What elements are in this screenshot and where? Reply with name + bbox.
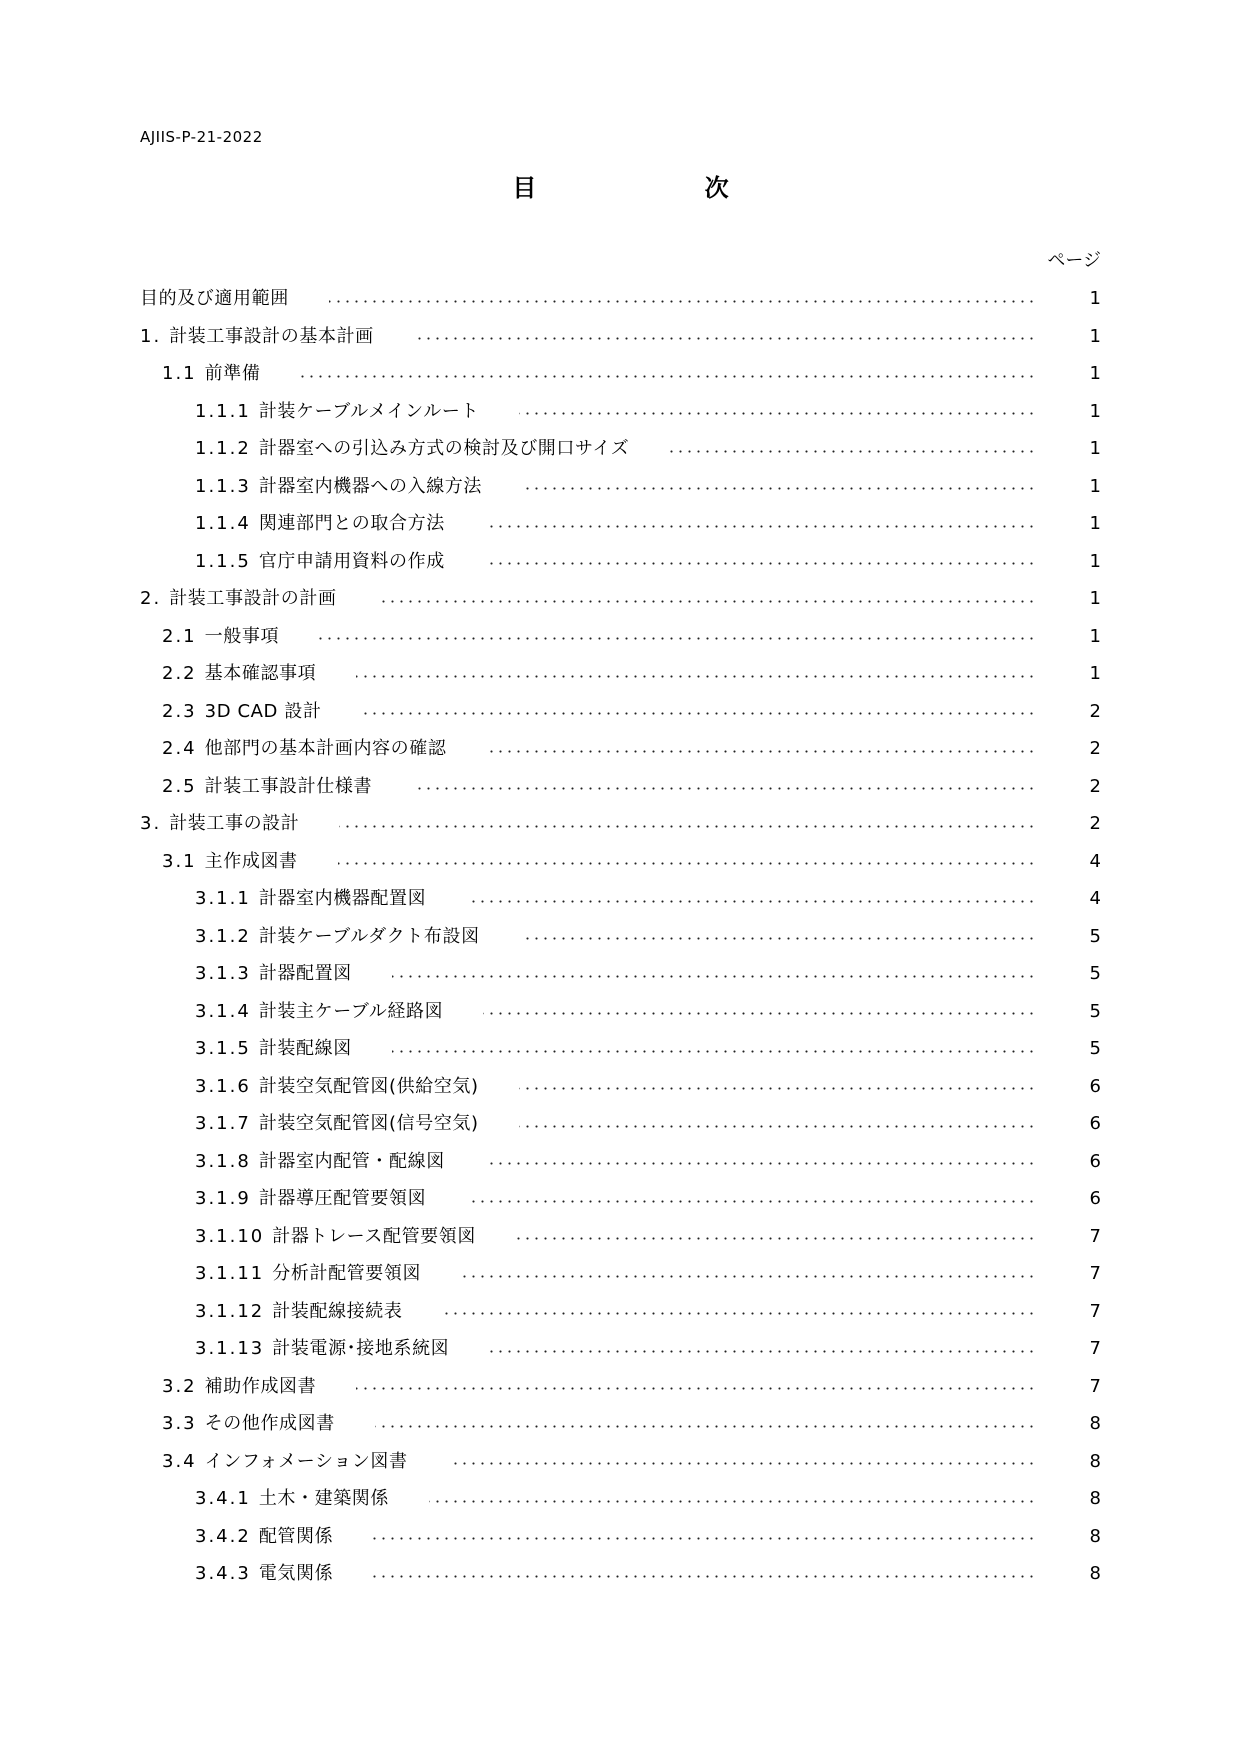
toc-entry-page: 6: [1089, 1113, 1101, 1134]
toc-entry[interactable]: [0, 655, 1241, 693]
toc-entry[interactable]: [0, 880, 1241, 918]
toc-entry-text: 計装工事設計仕様書: [204, 775, 373, 797]
toc-entry-number: 1.1.1: [195, 400, 251, 422]
toc-entry-label: [195, 468, 482, 506]
toc-leader-dots: [669, 450, 1036, 453]
toc-entry-label: [162, 1443, 408, 1481]
toc-entry-label: [195, 1255, 421, 1293]
toc-leader-dots: [412, 787, 1036, 790]
toc-entry-number: 2.4: [162, 738, 197, 759]
toc-entry-number: 3.1.10: [195, 1225, 265, 1247]
toc-entry-label: [195, 955, 352, 993]
toc-entry-page: 1: [1089, 325, 1101, 347]
toc-leader-dots: [519, 1125, 1036, 1128]
toc-entry[interactable]: [0, 618, 1241, 656]
toc-entry-text: 目的及び適用範囲: [140, 288, 289, 309]
toc-entry[interactable]: [0, 955, 1241, 993]
toc-leader-dots: [373, 1537, 1036, 1540]
toc-entry-number: 3.1.13: [195, 1338, 265, 1359]
toc-entry-page: 2: [1089, 813, 1101, 834]
toc-entry-page: 7: [1089, 1225, 1101, 1247]
toc-entry-label: [195, 918, 480, 956]
toc-leader-dots: [485, 525, 1036, 528]
toc-entry-number: 1.1.3: [195, 475, 251, 497]
page-title: 目 次: [512, 174, 809, 202]
toc-entry-number: 3.1.1: [195, 888, 251, 909]
toc-entry-number: 2.1: [162, 625, 197, 647]
toc-entry-label: [162, 843, 298, 881]
toc-leader-dots: [442, 1312, 1036, 1315]
toc-entry[interactable]: [0, 430, 1241, 468]
toc-entry-number: 2.3: [162, 700, 197, 722]
toc-entry-number: 3.2: [162, 1375, 197, 1397]
toc-entry-text: インフォメーション図書: [204, 1450, 408, 1472]
toc-entry-page: 1: [1089, 400, 1101, 422]
toc-entry-page: 8: [1089, 1563, 1101, 1584]
toc-entry-label: [195, 393, 479, 431]
toc-entry[interactable]: [0, 505, 1241, 543]
toc-leader-dots: [392, 1050, 1036, 1053]
toc-entry-text: 計器室内機器配置図: [258, 888, 427, 909]
toc-leader-dots: [448, 1462, 1036, 1465]
toc-entry-text: 3D CAD 設計: [204, 700, 322, 722]
toc-entry-page: 1: [1089, 588, 1101, 609]
toc-entry[interactable]: [0, 393, 1241, 431]
toc-entry[interactable]: [0, 580, 1241, 618]
toc-entry-label: [195, 1480, 389, 1518]
toc-leader-dots: [461, 1275, 1036, 1278]
toc-leader-dots: [414, 337, 1036, 340]
toc-entry-label: [195, 1030, 352, 1068]
toc-entry-page: 6: [1089, 1188, 1101, 1209]
toc-entry[interactable]: [0, 280, 1241, 318]
toc-leader-dots: [362, 712, 1036, 715]
toc-entry-number: 3.1.8: [195, 1150, 251, 1172]
toc-entry-number: 3.1.12: [195, 1300, 265, 1322]
toc-entry-label: [195, 505, 445, 543]
toc-entry-label: [162, 1405, 335, 1443]
toc-entry-text: 分析計配管要領図: [272, 1263, 422, 1284]
toc-entry-number: 3.4.2: [195, 1525, 251, 1547]
toc-entry-label: [162, 730, 446, 768]
toc-entry-text: 計装工事の設計: [169, 813, 300, 834]
toc-entry[interactable]: [0, 693, 1241, 731]
toc-entry-page: 4: [1089, 850, 1101, 872]
toc-entry[interactable]: [0, 730, 1241, 768]
toc-leader-dots: [338, 862, 1036, 865]
toc-entry-page: 4: [1089, 888, 1101, 909]
toc-entry[interactable]: [0, 1293, 1241, 1331]
toc-entry-page: 5: [1089, 1000, 1101, 1022]
toc-leader-dots: [516, 1237, 1036, 1240]
toc-entry-text: 官庁申請用資料の作成: [258, 550, 445, 572]
toc-entry-page: 5: [1089, 925, 1101, 947]
toc-entry-number: 3.1.3: [195, 963, 251, 984]
toc-entry[interactable]: [0, 918, 1241, 956]
toc-entry-label: [195, 1068, 479, 1106]
toc-leader-dots: [485, 1162, 1036, 1165]
toc-entry-text: 補助作成図書: [204, 1375, 317, 1397]
toc-entry-label: [195, 993, 443, 1031]
toc-entry-number: 3.4: [162, 1450, 197, 1472]
toc-entry-number: 1.1.2: [195, 438, 251, 459]
toc-entry-text: 計器配置図: [258, 963, 352, 984]
toc-entry[interactable]: [0, 1368, 1241, 1406]
toc-entry-text: 計装ケーブルメインルート: [258, 400, 480, 422]
toc-entry-text: 土木・建築関係: [258, 1488, 390, 1509]
toc-entry[interactable]: [0, 1255, 1241, 1293]
toc-leader-dots: [520, 937, 1036, 940]
toc-entry-label: [195, 1330, 449, 1368]
toc-entry[interactable]: [0, 1555, 1241, 1593]
toc-leader-dots: [519, 412, 1036, 415]
toc-entry[interactable]: [0, 805, 1241, 843]
toc-entry-page: 7: [1089, 1300, 1101, 1322]
toc-leader-dots: [375, 1425, 1036, 1428]
toc-entry-text: 計装主ケーブル経路図: [258, 1000, 444, 1022]
toc-entry-number: 3.1.4: [195, 1000, 251, 1022]
toc-entry-label: [162, 618, 279, 656]
toc-leader-dots: [466, 1200, 1036, 1203]
toc-entry-number: 2.5: [162, 775, 197, 797]
toc-leader-dots: [466, 900, 1036, 903]
toc-entry[interactable]: [0, 543, 1241, 581]
toc-leader-dots: [519, 1087, 1036, 1090]
toc-entry-text: 基本確認事項: [204, 663, 317, 684]
page-column-header: ページ: [1047, 250, 1101, 271]
toc-entry-label: [195, 1180, 426, 1218]
toc-entry[interactable]: [0, 1405, 1241, 1443]
toc-entry-label: [162, 355, 260, 393]
toc-entry[interactable]: [0, 843, 1241, 881]
toc-entry-page: 2: [1089, 738, 1101, 759]
toc-leader-dots: [392, 975, 1036, 978]
toc-entry-text: 主作成図書: [204, 850, 298, 872]
toc-entry-label: [140, 318, 374, 356]
toc-entry-text: 計装空気配管図(供給空気): [258, 1075, 479, 1097]
toc-entry[interactable]: [0, 1068, 1241, 1106]
toc-leader-dots: [429, 1500, 1036, 1503]
toc-entry-page: 1: [1089, 475, 1101, 497]
toc-entry-label: [195, 1518, 333, 1556]
toc-entry-label: [140, 280, 289, 318]
toc-entry-number: 3.1.9: [195, 1188, 251, 1209]
toc-entry-label: [195, 1293, 402, 1331]
toc-entry[interactable]: [0, 1480, 1241, 1518]
toc-entry-label: [162, 693, 322, 731]
toc-entry[interactable]: [0, 1105, 1241, 1143]
toc-leader-dots: [356, 1387, 1036, 1390]
toc-entry-page: 8: [1089, 1413, 1101, 1434]
toc-entry-page: 7: [1089, 1263, 1101, 1284]
toc-leader-dots: [377, 600, 1036, 603]
toc-entry-page: 2: [1089, 775, 1101, 797]
toc-entry[interactable]: [0, 355, 1241, 393]
toc-entry-text: その他作成図書: [204, 1413, 335, 1434]
toc-entry-number: 3.1.11: [195, 1263, 265, 1284]
document-code: AJIIS-P-21-2022: [140, 128, 263, 146]
toc-entry-text: 関連部門との取合方法: [258, 513, 445, 534]
toc-entry-text: 計装空気配管図(信号空気): [258, 1113, 479, 1134]
toc-entry-page: 8: [1089, 1488, 1101, 1509]
toc-entry-text: 計器室内機器への入線方法: [258, 475, 483, 497]
toc-entry-text: 計器室内配管・配線図: [258, 1150, 445, 1172]
toc-entry-label: [140, 580, 337, 618]
toc-entry-number: 3.3: [162, 1413, 197, 1434]
toc-entry-number: 2.: [140, 588, 162, 609]
toc-entry[interactable]: [0, 1443, 1241, 1481]
toc-entry-number: 2.2: [162, 663, 197, 684]
toc-leader-dots: [522, 487, 1036, 490]
toc-entry-page: 1: [1089, 438, 1101, 459]
toc-entry-page: 7: [1089, 1338, 1101, 1359]
toc-entry-page: 1: [1089, 550, 1101, 572]
toc-entry-label: [195, 1555, 333, 1593]
toc-entry-page: 1: [1089, 513, 1101, 534]
toc-entry-number: 3.4.3: [195, 1563, 251, 1584]
toc-entry-label: [195, 430, 629, 468]
toc-entry-label: [140, 805, 299, 843]
toc-entry-text: 前準備: [204, 363, 261, 384]
toc-entry-page: 1: [1089, 663, 1101, 684]
toc-entry-page: 8: [1089, 1450, 1101, 1472]
toc-entry-page: 1: [1089, 363, 1101, 384]
toc-entry-number: 1.: [140, 325, 162, 347]
toc-entry[interactable]: [0, 1518, 1241, 1556]
toc-entry-page: 8: [1089, 1525, 1101, 1547]
toc-entry-number: 3.: [140, 813, 162, 834]
toc-leader-dots: [489, 1350, 1036, 1353]
toc-entry-text: 配管関係: [258, 1525, 334, 1547]
toc-entry-number: 3.4.1: [195, 1488, 251, 1509]
toc-entry-text: 計器トレース配管要領図: [272, 1225, 476, 1247]
toc-entry-number: 3.1: [162, 850, 197, 872]
toc-entry-text: 計装電源･接地系統図: [272, 1338, 450, 1359]
toc-entry[interactable]: [0, 1180, 1241, 1218]
toc-leader-dots: [329, 300, 1036, 303]
toc-entry-label: [195, 543, 445, 581]
toc-entry-number: 3.1.2: [195, 925, 251, 947]
toc-entry-number: 1.1.4: [195, 513, 251, 534]
toc-entry-number: 3.1.7: [195, 1113, 251, 1134]
toc-leader-dots: [483, 1012, 1036, 1015]
toc-entry-number: 3.1.5: [195, 1038, 251, 1059]
toc-entry-text: 計装配線図: [258, 1038, 352, 1059]
toc-entry-text: 他部門の基本計画内容の確認: [204, 738, 447, 759]
toc-entry-page: 2: [1089, 700, 1101, 722]
toc-entry[interactable]: [0, 1030, 1241, 1068]
toc-entry[interactable]: [0, 318, 1241, 356]
toc-entry-label: [195, 1218, 476, 1256]
toc-entry-page: 6: [1089, 1075, 1101, 1097]
toc-entry-page: 5: [1089, 1038, 1101, 1059]
toc-leader-dots: [319, 637, 1036, 640]
toc-entry-page: 1: [1089, 288, 1101, 309]
toc-entry-page: 5: [1089, 963, 1101, 984]
toc-leader-dots: [373, 1575, 1036, 1578]
toc-entry[interactable]: [0, 768, 1241, 806]
toc-entry-number: 1.1.5: [195, 550, 251, 572]
toc-entry[interactable]: [0, 1143, 1241, 1181]
toc-entry-text: 計器室への引込み方式の検討及び開口サイズ: [258, 438, 630, 459]
toc-entry-page: 7: [1089, 1375, 1101, 1397]
toc-entry-text: 計装配線接続表: [272, 1300, 403, 1322]
toc-entry-page: 1: [1089, 625, 1101, 647]
toc-entry[interactable]: [0, 468, 1241, 506]
toc-entry-text: 電気関係: [258, 1563, 334, 1584]
toc-entry-text: 計装工事設計の基本計画: [169, 325, 374, 347]
toc-entry-label: [195, 880, 426, 918]
toc-entry[interactable]: [0, 1330, 1241, 1368]
toc-entry-number: 1.1: [162, 363, 197, 384]
toc-entry-number: 3.1.6: [195, 1075, 251, 1097]
toc-entry-text: 計装ケーブルダクト布設図: [258, 925, 480, 947]
toc-leader-dots: [300, 375, 1036, 378]
toc-leader-dots: [356, 675, 1036, 678]
toc-entry-label: [162, 655, 316, 693]
toc-entry-label: [195, 1143, 445, 1181]
toc-leader-dots: [485, 562, 1036, 565]
toc-entry-page: 6: [1089, 1150, 1101, 1172]
toc-entry[interactable]: [0, 1218, 1241, 1256]
toc-entry-text: 計装工事設計の計画: [169, 588, 337, 609]
toc-leader-dots: [486, 750, 1036, 753]
toc-entry-label: [195, 1105, 479, 1143]
toc-entry[interactable]: [0, 993, 1241, 1031]
toc-entry-label: [162, 1368, 316, 1406]
toc-leader-dots: [339, 825, 1036, 828]
toc-entry-text: 計器導圧配管要領図: [258, 1188, 427, 1209]
toc-entry-text: 一般事項: [204, 625, 280, 647]
toc-entry-label: [162, 768, 372, 806]
